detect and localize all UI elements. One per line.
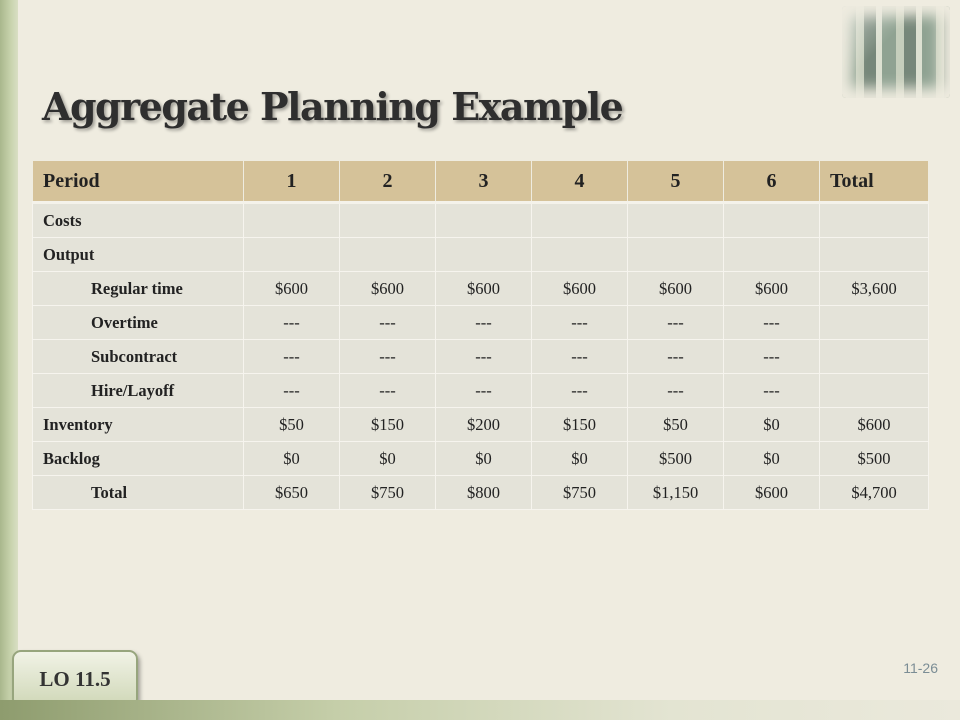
table-cell [724, 238, 820, 272]
table-body [33, 203, 929, 510]
row-label: Regular time [33, 272, 244, 306]
header-cell-period-4: 4 [532, 161, 628, 203]
table-cell: $500 [820, 442, 929, 476]
table-cell: $600 [244, 272, 340, 306]
table-cell: --- [724, 374, 820, 408]
table-row [33, 306, 929, 340]
table-cell: $600 [436, 272, 532, 306]
table-cell: $50 [628, 408, 724, 442]
table-cell: $150 [532, 408, 628, 442]
table-row [33, 340, 929, 374]
table-cell: $0 [532, 442, 628, 476]
table-cell [628, 203, 724, 238]
table-cell [436, 203, 532, 238]
table-cell [340, 203, 436, 238]
table-cell: $600 [820, 408, 929, 442]
row-label: Hire/Layoff [33, 374, 244, 408]
table-cell: --- [340, 340, 436, 374]
row-label: Total [33, 476, 244, 510]
slide-number: 11-26 [903, 660, 938, 676]
table-cell: $600 [340, 272, 436, 306]
table-cell: $0 [436, 442, 532, 476]
header-cell-total: Total [820, 161, 929, 203]
table-cell: --- [724, 340, 820, 374]
table-cell: $800 [436, 476, 532, 510]
table-cell: $0 [244, 442, 340, 476]
table-cell: --- [532, 340, 628, 374]
table-cell [820, 340, 929, 374]
row-label: Output [33, 238, 244, 272]
table-cell: $600 [724, 272, 820, 306]
table-cell: $150 [340, 408, 436, 442]
header-cell-period-2: 2 [340, 161, 436, 203]
table-row [33, 238, 929, 272]
header-row [33, 161, 929, 203]
table-cell: $0 [724, 442, 820, 476]
header-cell-period-1: 1 [244, 161, 340, 203]
table-cell: $750 [532, 476, 628, 510]
table-cell [436, 238, 532, 272]
table-cell [628, 238, 724, 272]
table-cell: $750 [340, 476, 436, 510]
row-label: Subcontract [33, 340, 244, 374]
aggregate-plan-table [32, 160, 929, 510]
table-cell: $3,600 [820, 272, 929, 306]
table-cell: $600 [724, 476, 820, 510]
table-cell: --- [244, 306, 340, 340]
table-cell [532, 238, 628, 272]
table-cell: $650 [244, 476, 340, 510]
table-cell [244, 238, 340, 272]
header-cell-period-6: 6 [724, 161, 820, 203]
table-cell: --- [436, 374, 532, 408]
table-cell: --- [436, 340, 532, 374]
table-cell [244, 203, 340, 238]
table-row [33, 374, 929, 408]
table-cell: --- [244, 374, 340, 408]
table-cell [532, 203, 628, 238]
bottom-decor-bar [0, 700, 960, 720]
table-cell: $200 [436, 408, 532, 442]
table-row [33, 203, 929, 238]
table-cell: $600 [532, 272, 628, 306]
table-cell: $50 [244, 408, 340, 442]
table-row [33, 476, 929, 510]
header-cell-period: Period [33, 161, 244, 203]
table-cell: $4,700 [820, 476, 929, 510]
table-cell [820, 238, 929, 272]
table-row [33, 442, 929, 476]
learning-objective-badge: LO 11.5 [12, 650, 138, 708]
row-label: Costs [33, 203, 244, 238]
table-cell: $500 [628, 442, 724, 476]
table-cell: --- [628, 340, 724, 374]
header-cell-period-3: 3 [436, 161, 532, 203]
table-cell: $0 [724, 408, 820, 442]
decorative-photo-collage [842, 6, 950, 98]
table-row [33, 272, 929, 306]
row-label: Backlog [33, 442, 244, 476]
row-label: Overtime [33, 306, 244, 340]
table-cell: --- [628, 306, 724, 340]
table-cell [340, 238, 436, 272]
table-cell [724, 203, 820, 238]
slide-title: Aggregate Planning Example [42, 84, 623, 129]
table-cell: --- [628, 374, 724, 408]
header-cell-period-5: 5 [628, 161, 724, 203]
table-cell: --- [340, 374, 436, 408]
table-cell: $1,150 [628, 476, 724, 510]
table-cell [820, 306, 929, 340]
table-cell: --- [724, 306, 820, 340]
table-cell [820, 374, 929, 408]
table-cell: --- [532, 374, 628, 408]
table-cell: --- [340, 306, 436, 340]
table-cell: $0 [340, 442, 436, 476]
table-cell: --- [436, 306, 532, 340]
table-row [33, 408, 929, 442]
row-label: Inventory [33, 408, 244, 442]
table-cell: $600 [628, 272, 724, 306]
table-cell: --- [532, 306, 628, 340]
table-cell: --- [244, 340, 340, 374]
left-decor-bar [0, 0, 18, 720]
table-cell [820, 203, 929, 238]
